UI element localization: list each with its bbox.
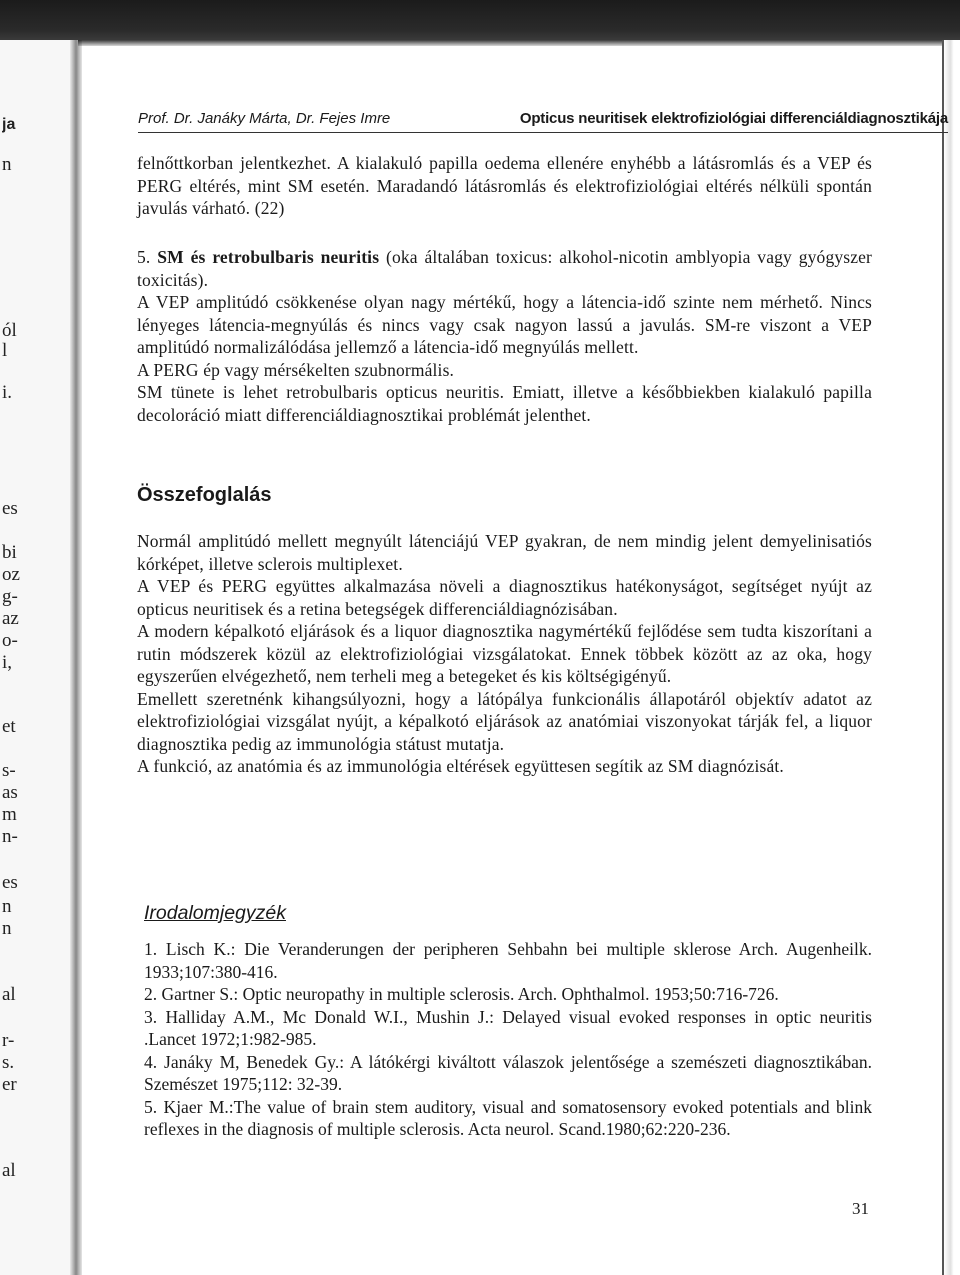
summary-paragraph: A VEP és PERG együttes alkalmazása növeli a diagnosztikus hatékonyságot, segítséget nyújt az opticus neuritisek és a retina betegségek differenciáldiagnózisában. <box>137 576 872 619</box>
reference-item: 1. Lisch K.: Die Veranderungen der peripheren Sehbahn bei multiple sklerose Arch. Augenheilk. 1933;107:380-416. <box>144 939 872 982</box>
intro-paragraph: felnőttkorban jelentkezhet. A kialakuló papilla oedema ellenére enyhébb a látásromlás és a VEP és PERG eltérés, mint SM esetén. Maradandó látásromlás és elektrofiziológiai eltérés nélküli spontán javulás várható. (22) <box>137 153 872 218</box>
page-number: 31 <box>852 1199 869 1218</box>
section-5-number: 5. <box>137 247 151 267</box>
margin-fragment: et <box>2 716 16 737</box>
facing-page-strip <box>0 40 78 1275</box>
running-head-authors: Prof. Dr. Janáky Márta, Dr. Fejes Imre <box>138 110 391 127</box>
margin-fragment: n- <box>2 826 18 847</box>
references-heading: Irodalomjegyzék <box>144 902 286 924</box>
margin-fragment: o- <box>2 630 18 651</box>
margin-fragment: es <box>2 872 18 893</box>
margin-fragment: az <box>2 608 19 629</box>
margin-fragment: l <box>2 340 8 361</box>
margin-fragment: oz <box>2 564 20 585</box>
summary-body <box>137 530 872 778</box>
section-5-paragraph: A PERG ép vagy mérsékelten szubnormális. <box>137 359 455 380</box>
reference-item: 5. Kjaer M.:The value of brain stem auditory, visual and somatosensory evoked potentials and blink reflexes in the diagnosis of multiple sclerosis. Acta neurol. Scand.1980;62:220-236. <box>144 1096 872 1139</box>
section-5-bold-title: SM és retrobulbaris neuritis <box>157 247 380 267</box>
margin-fragment: ja <box>2 116 16 133</box>
margin-fragment: as <box>2 782 18 803</box>
summary-heading: Összefoglalás <box>137 484 272 506</box>
margin-fragment: i. <box>2 382 13 403</box>
reference-item: 3. Halliday A.M., Mc Donald W.I., Mushin J.: Delayed visual evoked responses in optic neuritis .Lancet 1972;1:982-985. <box>144 1006 872 1049</box>
references-list <box>144 938 872 1141</box>
reference-item: 2. Gartner S.: Optic neuropathy in multiple sclerosis. Arch. Ophthalmol. 1953;50:716-726. <box>144 984 779 1004</box>
section-5 <box>137 246 872 426</box>
margin-fragment: n <box>2 896 12 917</box>
margin-fragment: m <box>2 804 17 825</box>
summary-paragraph: A modern képalkotó eljárások és a liquor diagnosztika nagymértékű fejlődése sem tudta kiszorítani a rutin módszerek közül az elektrofiziológiai vizsgálatokat. Ennek többek között az az oka, hogy egyszerűen elvégezhető, nem terheli meg a betegeket és kis költségigényű. <box>137 621 872 686</box>
scan-border-top <box>0 0 960 46</box>
page-edge-right <box>942 40 960 1275</box>
margin-fragment: bi <box>2 542 17 563</box>
margin-fragment: n <box>2 918 12 939</box>
summary-paragraph: Emellett szeretnénk kihangsúlyozni, hogy a látópálya funkcionális állapotáról objektív adatot az elektrofiziológiai vizsgálat nyújt, a képalkotó eljárások az anatómiai viszonyokat tárják fel, a liquor diagnosztika pedig az immunológia státust mutatja. <box>137 688 872 754</box>
section-5-paragraph: A VEP amplitúdó csökkenése olyan nagy mértékű, hogy a látencia-idő szinte nem mérhető. Nincs lényeges látencia-megnyúlás és nincs vagy csak nagyon lassú a javulás. SM-re viszont a VEP amplitúdó normalizálódása jellemző a látencia-idő megnyúlás mellett. <box>137 292 872 357</box>
running-head <box>138 110 948 133</box>
section-5-title-rest: (oka általában toxicus: alkohol-nicotin amblyopia vagy gyógyszer toxicitás). <box>137 247 873 290</box>
section-5-paragraph: SM tünete is lehet retrobulbaris opticus neuritis. Emiatt, illetve a későbbiekben kialakuló papilla decoloráció miatt differenciáldiagnosztikai problémát jelenthet. <box>137 382 872 425</box>
margin-fragment: er <box>2 1074 17 1095</box>
margin-fragment: i, <box>2 652 13 673</box>
section-5-title <box>137 246 872 291</box>
margin-fragment: r- <box>2 1030 15 1051</box>
reference-item: 4. Janáky M, Benedek Gy.: A látókérgi kiváltott válaszok jelentősége a szemészeti diagnosztikában. Szemészet 1975;112: 32-39. <box>144 1051 872 1094</box>
margin-fragment: n <box>2 154 12 175</box>
summary-paragraph: A funkció, az anatómia és az immunológia eltérések együttesen segítik az SM diagnózisát. <box>137 756 784 776</box>
intro-paragraph-block <box>137 152 872 220</box>
margin-fragment: s- <box>2 760 16 781</box>
margin-fragment: al <box>2 984 16 1005</box>
margin-fragment: ól <box>2 320 17 341</box>
margin-fragment: g- <box>2 586 18 607</box>
margin-fragment: al <box>2 1160 16 1181</box>
margin-fragment: s. <box>2 1052 15 1073</box>
summary-paragraph: Normál amplitúdó mellett megnyúlt látenciájú VEP gyakran, de nem mindig jelent demyelinisatiós kórképet, illetve sclerois multiplexet. <box>137 531 872 574</box>
margin-fragment: es <box>2 498 18 519</box>
document-page <box>80 46 948 1275</box>
running-head-title: Opticus neuritisek elektrofiziológiai differenciáldiagnosztikája <box>519 110 948 127</box>
